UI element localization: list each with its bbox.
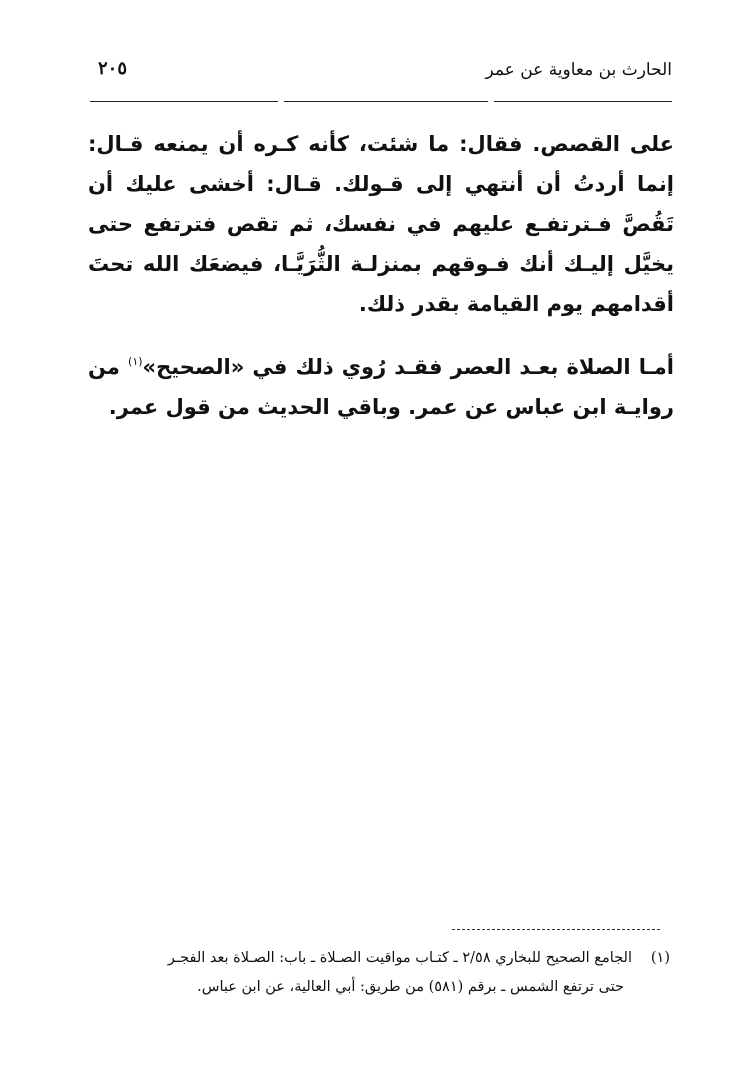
page-number: ٢٠٥ (98, 58, 128, 79)
running-title: الحارث بن معاوية عن عمر (485, 60, 672, 80)
main-text (88, 124, 674, 427)
footnote-text: الجامع الصحيح للبخاري ٢/٥٨ ـ كتـاب مواقيت الصـلاة ـ باب: الصـلاة بعد الفجـر (167, 950, 632, 966)
footnote-marker: (١) (650, 950, 670, 966)
text-line: نفسك، ثم تقص فترتفع حتى يخيَّل إليـك أنك فـوقهم بمنزلـة الثُّرَيَّـا، (88, 212, 675, 276)
paragraph-2 (88, 342, 674, 427)
header-rule (90, 101, 672, 102)
text-line-part: من روايـة (88, 355, 674, 419)
text-line: أن أنتهي إلى قـولك. قـال: أخشى عليك أن تَقُصَّ فـترتفـع عليهم في (88, 172, 674, 236)
footnote-reference[interactable]: (١) (128, 355, 143, 368)
footnote (100, 944, 670, 1002)
text-line: فيضعَك الله تحتَ أقدامهم يوم القيامة بقدر ذلك. (88, 252, 674, 316)
footnote-line: حتى ترتفع الشمس ـ برقم (٥٨١) من طريق: أبي العالية، عن ابن عباس. (197, 979, 624, 995)
footnote-separator (452, 929, 660, 930)
footnote-line (100, 944, 670, 973)
header-rule-gap (488, 99, 494, 104)
page-header (90, 58, 672, 88)
paragraph-1 (88, 124, 674, 324)
header-rule-gap (278, 99, 284, 104)
text-line-part: أمـا الصلاة بعـد العصر فقـد رُوي ذلك في «الصحيح» (142, 355, 674, 379)
text-line: على القصص. فقال: ما شئت، كأنه كـره أن يمنعه قـال: إنما أردتُ (88, 132, 674, 196)
text-line: ابن عباس عن عمر. وباقي الحديث من قول عمر. (108, 395, 607, 419)
